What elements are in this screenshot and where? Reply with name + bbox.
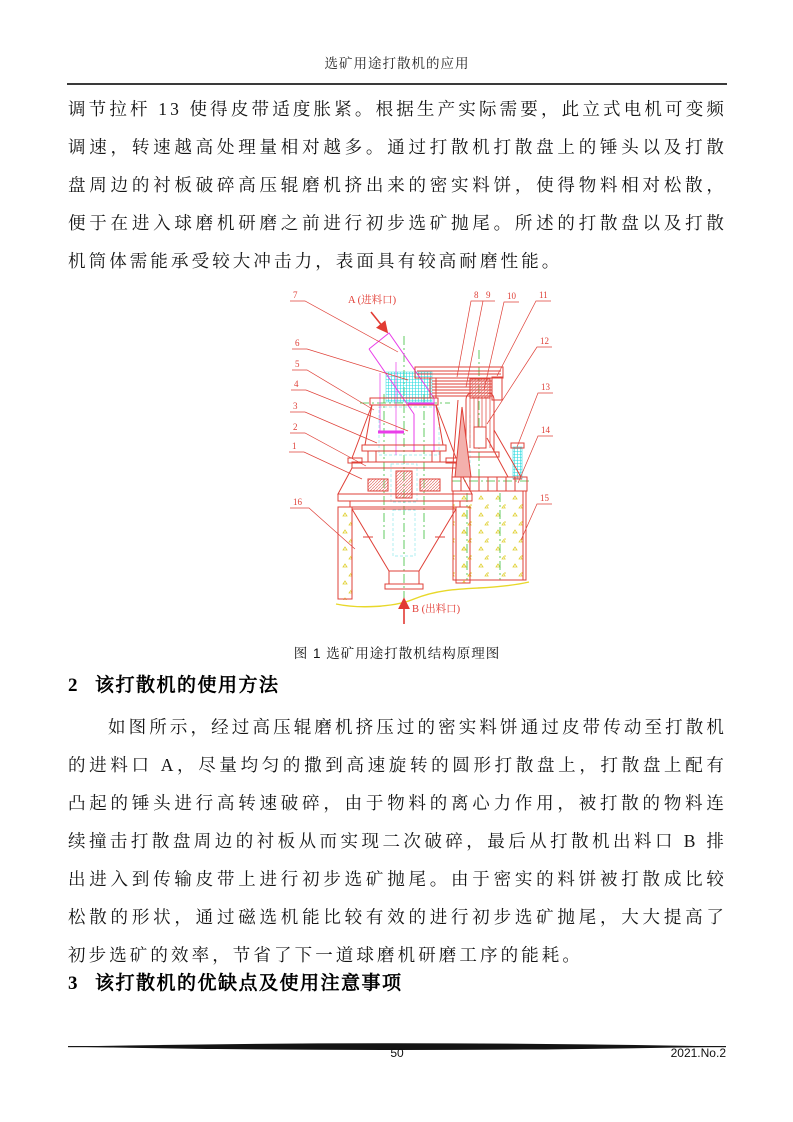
section-2-title: 该打散机的使用方法: [95, 675, 280, 696]
callout-label-12: 12: [540, 336, 549, 346]
footer-page-number: 50: [390, 1046, 404, 1060]
running-head-title: 选矿用途打散机的应用: [324, 56, 470, 71]
callout-label-2: 2: [293, 422, 298, 432]
section-3-number: 3: [68, 973, 79, 994]
callout-label-4: 4: [294, 379, 299, 389]
callout-label-8: 8: [474, 290, 479, 300]
callout-label-13: 13: [541, 382, 550, 392]
callout-label-9: 9: [486, 290, 491, 300]
outlet-label: B (出料口): [412, 604, 461, 615]
callout-label-5: 5: [295, 359, 300, 369]
callout-label-7: 7: [293, 290, 298, 300]
figure-caption: 图 1 选矿用途打散机结构原理图: [293, 646, 501, 661]
section-2-number: 2: [68, 675, 79, 696]
structure-diagram-svg: [280, 283, 640, 645]
paragraph-1: 调节拉杆 13 使得皮带适度胀紧。根据生产实际需要，此立式电机可变频调速，转速越高处理量相对越多。通过打散机打散盘上的锤头以及打散盘周边的衬板破碎高压辊磨机挤出来的密实料饼，使得物料相对松散，便于在进入球磨机研磨之前进行初步选矿抛尾。所述的打散盘以及打散机筒体需能承受较大冲击力，表面具有较高耐磨性能。: [68, 99, 727, 271]
callout-label-6: 6: [295, 338, 300, 348]
footer-issue: 2021.No.2: [670, 1046, 726, 1060]
section-3-title: 该打散机的优缺点及使用注意事项: [95, 973, 403, 994]
inlet-arrow-icon: [371, 312, 387, 332]
figure-structure-diagram: [280, 283, 640, 645]
callout-label-16: 16: [293, 497, 302, 507]
section-heading-2: [68, 670, 726, 697]
callout-label-10: 10: [507, 291, 516, 301]
footer-rule: [68, 1038, 726, 1046]
callout-label-3: 3: [293, 401, 298, 411]
section-heading-3: [68, 968, 726, 995]
foundation-hatch: [339, 492, 525, 600]
callout-label-11: 11: [539, 290, 548, 300]
inlet-label: A (进料口): [348, 295, 397, 306]
callout-label-15: 15: [540, 493, 549, 503]
callout-label-14: 14: [541, 425, 550, 435]
header-rule: [67, 83, 727, 85]
paragraph-2: 如图所示，经过高压辊磨机挤压过的密实料饼通过皮带传动至打散机的进料口 A，尽量均匀的撒到高速旋转的圆形打散盘上，打散盘上配有凸起的锤头进行高转速破碎，由于物料的离心力作用，被打散的物料连续撞击打散盘周边的衬板从而实现二次破碎，最后从打散机出料口 B 排出进入到传输皮带上进行初步选矿抛尾。由于密实的料饼被打散成比较松散的形状，通过磁选机能比较有效的进行初步选矿抛尾，大大提高了初步选矿的效率，节省了下一道球磨机研磨工序的能耗。: [68, 717, 727, 965]
callout-label-1: 1: [292, 441, 297, 451]
